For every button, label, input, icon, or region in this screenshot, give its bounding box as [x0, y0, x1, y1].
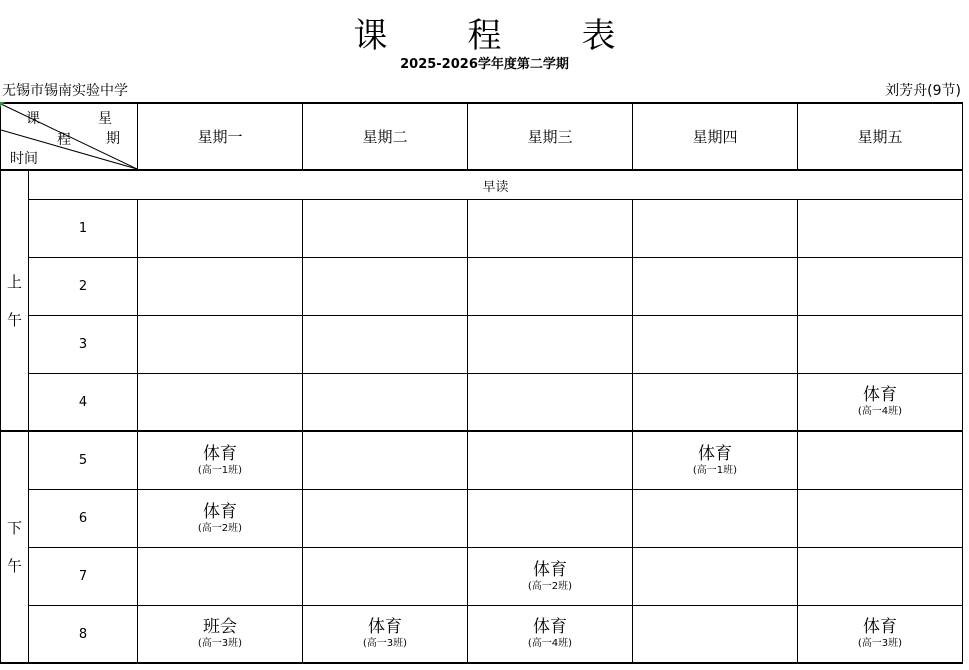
corner-cheng: 程	[57, 132, 71, 148]
period-number: 8	[78, 626, 88, 642]
course-cell-p8-tue[interactable]	[303, 606, 467, 662]
course-class: (高一2班)	[527, 580, 573, 592]
course-name: 体育	[533, 559, 567, 580]
course-cell-p5-thu[interactable]	[633, 432, 797, 489]
morning-read-row: 早读	[482, 179, 509, 195]
course-cell-p5-mon[interactable]	[138, 432, 302, 489]
course-name: 体育	[698, 443, 732, 464]
day-header-thu: 星期四	[692, 128, 738, 146]
corner-qi: 期	[106, 131, 120, 147]
day-header-mon: 星期一	[197, 128, 243, 146]
page-title: 课程表	[353, 16, 696, 56]
course-class: (高一3班)	[197, 638, 243, 650]
school-name: 无锡市锡南实验中学	[2, 83, 128, 99]
course-class: (高一1班)	[197, 464, 243, 476]
period-number: 5	[78, 453, 88, 468]
course-cell-p8-fri[interactable]	[798, 606, 962, 662]
course-name: 班会	[203, 617, 237, 638]
timetable	[0, 102, 963, 664]
period-number: 3	[78, 337, 88, 352]
period-number: 6	[78, 511, 88, 526]
course-cell-p6-mon[interactable]	[138, 490, 302, 547]
course-class: (高一2班)	[197, 522, 243, 534]
cell-marker-icon	[0, 102, 5, 107]
period-number: 1	[78, 221, 88, 236]
course-name: 体育	[863, 385, 897, 406]
period-number: 2	[78, 279, 88, 294]
section-afternoon: 下 午	[6, 519, 22, 575]
corner-shijian: 时间	[10, 151, 38, 167]
course-class: (高一1班)	[692, 464, 738, 476]
period-number: 7	[78, 569, 88, 584]
day-header-wed: 星期三	[527, 128, 573, 146]
course-class: (高一4班)	[527, 638, 573, 650]
course-cell-p8-wed[interactable]	[468, 606, 632, 662]
course-name: 体育	[203, 443, 237, 464]
course-cell-p4-fri[interactable]	[798, 374, 962, 430]
course-cell-p7-wed[interactable]	[468, 548, 632, 605]
day-header-tue: 星期二	[362, 128, 408, 146]
section-morning: 上 午	[6, 272, 22, 329]
day-header-fri: 星期五	[857, 128, 903, 146]
course-name: 体育	[203, 501, 237, 522]
period-number: 4	[78, 394, 88, 410]
semester-subtitle: 2025-2026学年度第二学期	[400, 57, 569, 72]
course-class: (高一3班)	[857, 638, 903, 650]
teacher-name: 刘芳舟(9节)	[885, 83, 961, 99]
course-name: 体育	[368, 617, 402, 638]
course-class: (高一4班)	[857, 406, 903, 418]
course-cell-p8-mon[interactable]	[138, 606, 302, 662]
course-class: (高一3班)	[362, 638, 408, 650]
corner-ke: 课	[26, 111, 40, 127]
course-name: 体育	[863, 617, 897, 638]
corner-xing: 星	[98, 111, 112, 127]
course-name: 体育	[533, 617, 567, 638]
